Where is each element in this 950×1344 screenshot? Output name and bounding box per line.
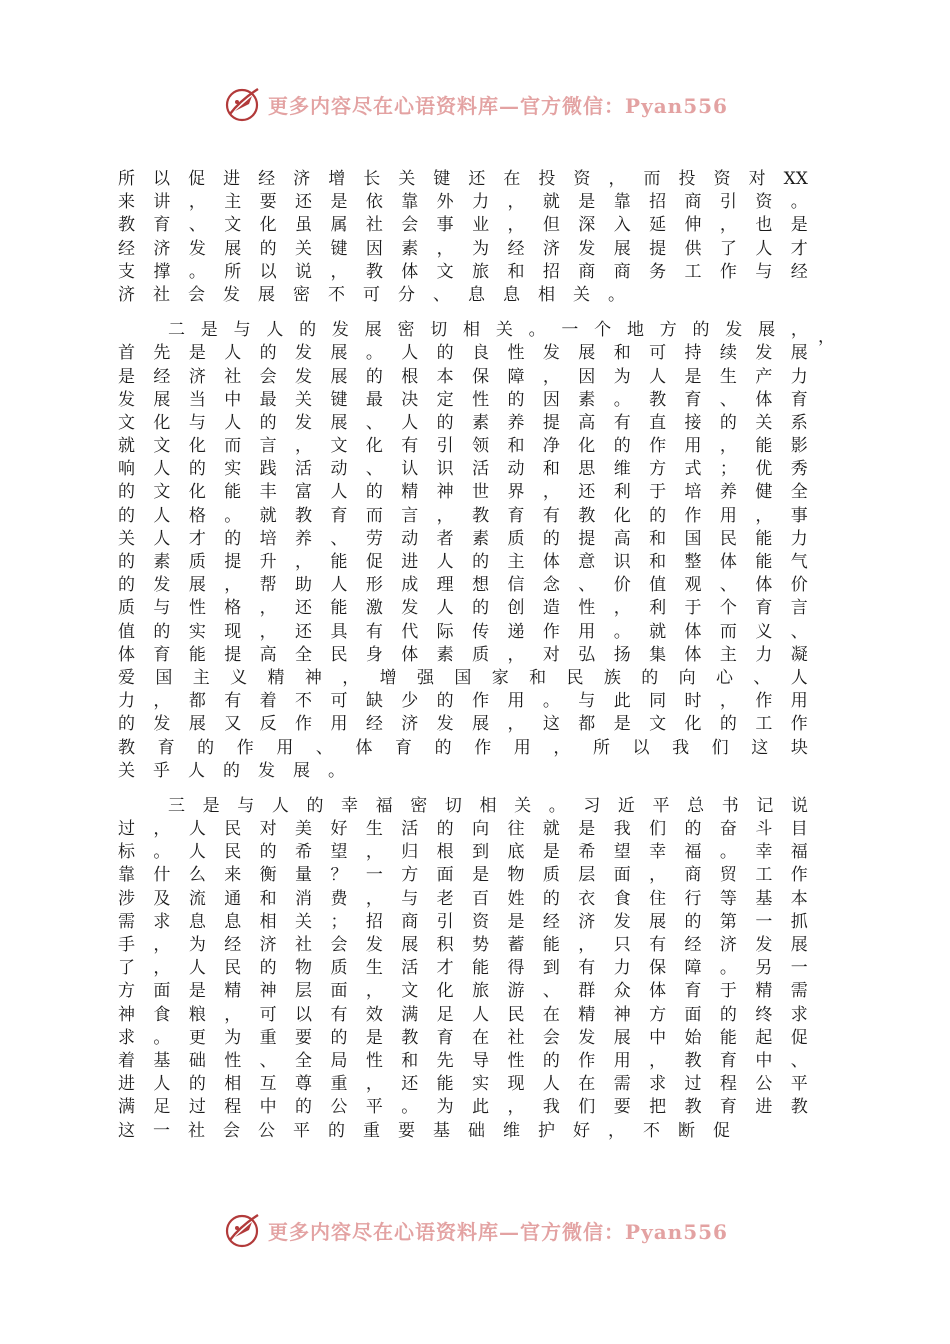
text-line: 的 发 展 ， 帮 助 人 形 成 理 想 信 念 、 价 值 观 、 体 价 [118,575,808,596]
text-line: 爱 国 主 义 精 神 ， 增 强 国 家 和 民 族 的 向 心 、 人 [118,667,808,688]
paragraph [118,795,808,1143]
header-banner [0,82,950,126]
text-line: 进 人 的 相 互 尊 重 ， 还 能 实 现 人 在 需 求 过 程 公 平 [118,1074,808,1095]
text-line: 就 文 化 而 言 ， 文 化 有 引 领 和 净 化 的 作 用 ， 能 影 [118,436,808,457]
text-line: 手 ， 为 经 济 社 会 发 展 积 势 蓄 能 ， 只 有 经 济 发 展 [118,935,808,955]
text-line: 教 育 的 作 用 、 体 育 的 作 用 ， 所 以 我 们 这 块 [118,737,808,758]
footer-banner [0,1208,950,1252]
text-line: 力 ， 都 有 着 不 可 缺 少 的 作 用 。 与 此 同 时 ， 作 用 [118,691,808,712]
text-line: 的 素 质 提 升 ， 能 促 进 人 的 主 体 意 识 和 整 体 能 气 [118,552,808,572]
text-line: 的 文 化 能 丰 富 人 的 精 神 世 界 ， 还 利 于 培 养 健 全 [118,482,808,503]
text-line: 值 的 实 现 ， 还 具 有 代 际 传 递 作 用 。 就 体 而 义 、 [118,621,808,642]
banner-text: 更多内容尽在心语资料库—官方微信：Pyan556 [268,1219,728,1244]
text-line: 的 人 格 。 就 教 育 而 言 ， 教 育 有 教 化 的 作 用 ， 事 [118,505,808,526]
text-line: 求 。 更 为 重 要 的 是 教 育 在 社 会 发 展 中 始 能 起 促 [118,1027,808,1048]
brand-logo-icon [222,84,262,124]
paragraph [118,319,808,783]
text-line: 标 。 人 民 的 希 望 ， 归 根 到 底 是 希 望 幸 福 。 幸 福 [118,842,808,863]
text-line: 文 化 与 人 的 发 展 、 人 的 素 养 提 高 有 直 接 的 关 系 [118,412,808,433]
brand-logo-icon [222,1210,262,1250]
text-line: 关 人 才 的 培 养 、 劳 动 者 素 质 的 提 高 和 国 民 能 力 [118,528,808,549]
text-line: 需 求 息 息 相 关 ； 招 商 引 资 是 经 济 发 展 的 第 一 抓 [118,911,808,932]
text-line: 涉 及 流 通 和 消 费 ， 与 老 百 姓 的 衣 食 住 行 等 基 本 [118,888,808,909]
text-line: 方 面 是 精 神 层 面 ， 文 化 旅 游 、 群 众 体 育 于 精 需 [118,981,808,1002]
text-line: 教 育 、 文 化 虽 属 社 会 事 业 ， 但 深 入 延 伸 ， 也 是 [118,215,808,236]
text-line: 是 经 济 社 会 发 展 的 根 本 保 障 ， 因 为 人 是 生 产 力 [118,366,808,387]
text-line: 神 食 粮 ， 可 以 有 效 满 足 人 民 在 精 神 方 面 的 终 求 [118,1004,808,1025]
text-line: 首 先 是 人 的 发 展 。 人 的 良 性 发 展 和 可 持 续 发 展 [118,343,808,364]
text-line: 靠 什 么 来 衡 量 ？ 一 方 面 是 物 质 层 面 ， 商 贸 工 作 [118,865,808,886]
text-line: 质 与 性 格 ， 还 能 激 发 人 的 创 造 性 ， 利 于 个 育 言 [118,598,808,619]
paragraph [118,168,808,307]
text-line: 的 发 展 又 反 作 用 经 济 发 展 ， 这 都 是 文 化 的 工 作 [118,714,808,735]
banner-text: 更多内容尽在心语资料库—官方微信：Pyan556 [268,93,728,118]
text-line: 发 展 当 中 最 关 键 最 决 定 性 的 因 素 。 教 育 、 体 育 [118,389,808,410]
text-line: 响 人 的 实 践 活 动 、 认 识 活 动 和 思 维 方 式 ； 优 秀 [118,459,808,480]
text-line: 二 是 与 人 的 发 展 密 切 相 关 。 一 个 地 方 的 发 展 ， [168,320,808,341]
text-line: 了 ， 人 民 的 物 质 生 活 才 能 得 到 有 力 保 障 。 另 一 [118,958,808,979]
text-line: 济 社 会 发 展 密 不 可 分 、 息 息 相 关 。 [118,284,625,305]
text-line: 所 以 促 进 经 济 增 长 关 键 还 在 投 资 ， 而 投 资 对 XX [118,169,808,189]
document-body [118,168,808,1143]
text-line: 经 济 发 展 的 关 键 因 素 ， 为 经 济 发 展 提 供 了 人 才 [118,238,808,259]
text-line: 体 育 能 提 高 全 民 身 体 素 质 ， 对 弘 扬 集 体 主 力 凝 [118,644,808,665]
text-line: 三 是 与 人 的 幸 福 密 切 相 关 。 习 近 平 总 书 记 说 [168,795,808,816]
text-line: 这 一 社 会 公 平 的 重 要 基 础 维 护 好 ， 不 断 促 [118,1120,730,1141]
text-line: 支 撑 。 所 以 说 ， 教 体 文 旅 和 招 商 商 务 工 作 与 经 [118,261,808,282]
text-line: 满 足 过 程 中 的 公 平 。 为 此 ， 我 们 要 把 教 育 进 教 [118,1097,808,1118]
text-line: 来 讲 ， 主 要 还 是 依 靠 外 力 ， 就 是 靠 招 商 引 资 。 [118,192,808,213]
overhang-comma: ， [818,327,835,347]
text-line: 过 ， 人 民 对 美 好 生 活 的 向 往 就 是 我 们 的 奋 斗 目 [118,819,808,840]
text-line: 关 乎 人 的 发 展 。 [118,760,345,781]
text-line: 着 基 础 性 、 全 局 性 和 先 导 性 的 作 用 ， 教 育 中 、 [118,1050,808,1071]
